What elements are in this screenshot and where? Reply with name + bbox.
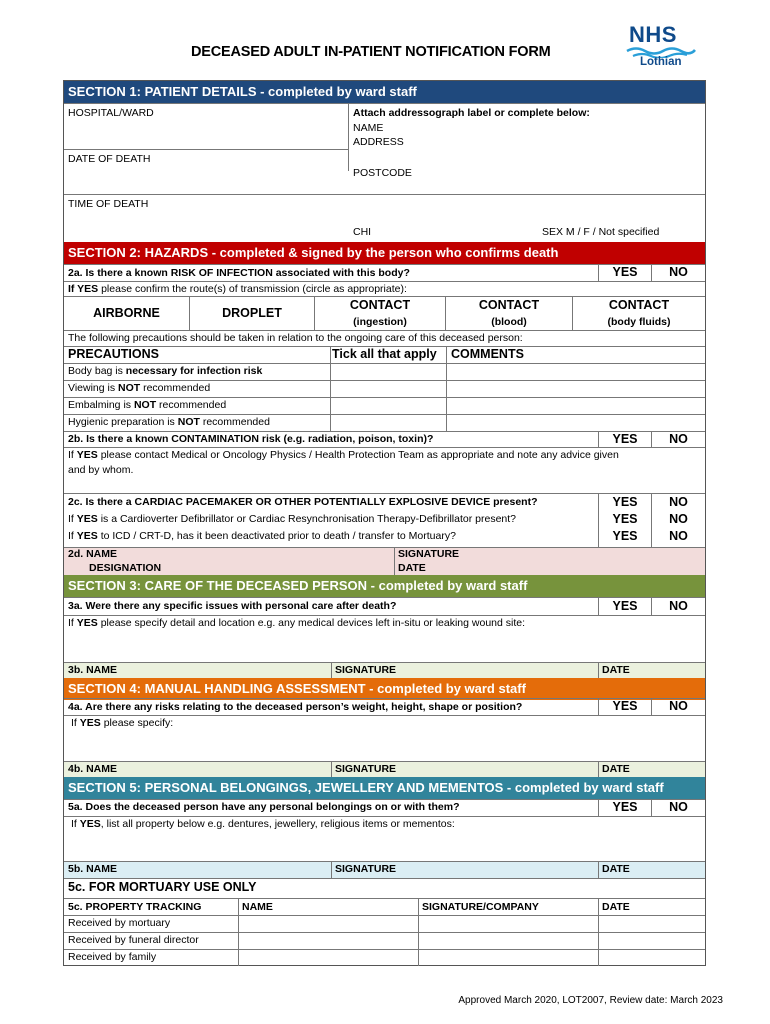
precaution-viewing: Viewing is NOT recommended [68, 382, 211, 394]
notification-form [63, 80, 706, 966]
precaution-embalming: Embalming is NOT recommended [68, 399, 227, 411]
contamination-note-line2: and by whom. [68, 464, 134, 476]
name-field-label[interactable]: NAME [353, 122, 384, 134]
2d-name-field[interactable]: 2d. NAME [68, 548, 118, 560]
2d-signature-field[interactable]: SIGNATURE [398, 548, 460, 560]
route-airborne[interactable]: AIRBORNE [93, 306, 160, 320]
3a-no-option[interactable]: NO [669, 599, 688, 613]
5b-signature-field[interactable]: SIGNATURE [335, 863, 397, 875]
postcode-field-label[interactable]: POSTCODE [353, 167, 412, 179]
question-5a: 5a. Does the deceased person have any personal belongings on or with them? [68, 801, 460, 813]
2a-no-option[interactable]: NO [669, 265, 688, 279]
route-body-fluids-label: (body fluids) [607, 316, 671, 328]
cardiac-device-question: If YES is a Cardioverter Defibrillator or Cardiac Resynchronisation Therapy-Defibrillator present? [68, 513, 517, 525]
mortuary-use-heading: 5c. FOR MORTUARY USE ONLY [68, 880, 257, 894]
4a-yes-option[interactable]: YES [612, 699, 638, 713]
5a-yes-option[interactable]: YES [612, 800, 638, 814]
2c-no-option[interactable]: NO [669, 495, 688, 509]
time-of-death-field[interactable]: TIME OF DEATH [68, 198, 149, 210]
section-2-header: SECTION 2: HAZARDS - completed & signed by the person who confirms death [64, 242, 705, 264]
precautions-note: The following precautions should be taken in relation to the ongoing care of this deceased person: [68, 332, 523, 344]
route-contact-ingestion[interactable]: CONTACT [349, 298, 411, 312]
tracking-date-header: DATE [602, 901, 630, 913]
nhs-lothian-logo [625, 22, 697, 72]
page-title: DECEASED ADULT IN-PATIENT NOTIFICATION FORM [191, 44, 551, 60]
3b-date-field[interactable]: DATE [602, 664, 630, 676]
question-2c: 2c. Is there a CARDIAC PACEMAKER OR OTHER POTENTIALLY EXPLOSIVE DEVICE present? [68, 496, 538, 508]
4b-date-field[interactable]: DATE [602, 763, 630, 775]
question-2b: 2b. Is there a known CONTAMINATION risk (e.g. radiation, poison, toxin)? [68, 433, 434, 445]
deactivation-question: If YES to ICD / CRT-D, has it been deactivated prior to death / transfer to Mortuary? [68, 530, 456, 542]
tracking-row-funeral-director: Received by funeral director [68, 934, 199, 946]
date-of-death-field[interactable]: DATE OF DEATH [68, 153, 151, 165]
precaution-hygienic-prep: Hygienic preparation is NOT recommended [68, 416, 270, 428]
question-4a: 4a. Are there any risks relating to the deceased person’s weight, height, shape or position? [68, 701, 523, 713]
section-4-header: SECTION 4: MANUAL HANDLING ASSESSMENT - completed by ward staff [64, 678, 705, 700]
route-contact-body-fluids[interactable]: CONTACT [608, 298, 670, 312]
5b-date-field[interactable]: DATE [602, 863, 630, 875]
3b-name-field[interactable]: 3b. NAME [68, 664, 118, 676]
route-blood-label: (blood) [491, 316, 527, 328]
2b-no-option[interactable]: NO [669, 432, 688, 446]
tracking-row-family: Received by family [68, 951, 157, 963]
sex-field-label[interactable]: SEX M / F / Not specified [542, 226, 660, 238]
tracking-row-mortuary: Received by mortuary [68, 917, 171, 929]
precaution-body-bag: Body bag is necessary for infection risk [68, 365, 263, 377]
logo-lothian-text: Lothian [640, 56, 682, 68]
property-tracking-header: 5c. PROPERTY TRACKING [68, 901, 202, 913]
care-issues-note: If YES please specify detail and location e.g. any medical devices left in-situ or leaking wound site: [68, 617, 526, 629]
2c-yes-option[interactable]: YES [612, 495, 638, 509]
device-no-option[interactable]: NO [669, 512, 688, 526]
2d-date-field[interactable]: DATE [398, 562, 426, 574]
tick-header: Tick all that apply [332, 347, 437, 361]
address-field-label[interactable]: ADDRESS [353, 136, 404, 148]
5b-name-field[interactable]: 5b. NAME [68, 863, 118, 875]
chi-field-label[interactable]: CHI [353, 226, 372, 238]
device-yes-option[interactable]: YES [612, 512, 638, 526]
precautions-header: PRECAUTIONS [68, 347, 159, 361]
belongings-note: If YES, list all property below e.g. dentures, jewellery, religious items or mementos: [71, 818, 455, 830]
comments-header: COMMENTS [451, 347, 524, 361]
2b-yes-option[interactable]: YES [612, 432, 638, 446]
2d-designation-field[interactable]: DESIGNATION [89, 562, 162, 574]
4b-signature-field[interactable]: SIGNATURE [335, 763, 397, 775]
question-3a: 3a. Were there any specific issues with personal care after death? [68, 600, 397, 612]
tracking-signature-header: SIGNATURE/COMPANY [422, 901, 539, 913]
5a-no-option[interactable]: NO [669, 800, 688, 814]
routes-note: If YES please confirm the route(s) of transmission (circle as appropriate): [68, 283, 407, 295]
route-ingestion-label: (ingestion) [353, 316, 407, 328]
deactivated-yes-option[interactable]: YES [612, 529, 638, 543]
contamination-note-line1: If YES please contact Medical or Oncology Physics / Health Protection Team as appropriate and note any advice given [68, 449, 619, 461]
3b-signature-field[interactable]: SIGNATURE [335, 664, 397, 676]
4a-no-option[interactable]: NO [669, 699, 688, 713]
hospital-ward-label: HOSPITAL/WARD [68, 107, 154, 119]
route-contact-blood[interactable]: CONTACT [478, 298, 540, 312]
manual-handling-note: If YES please specify: [71, 717, 174, 729]
4b-name-field[interactable]: 4b. NAME [68, 763, 118, 775]
3a-yes-option[interactable]: YES [612, 599, 638, 613]
logo-nhs-text: NHS [629, 22, 677, 47]
route-droplet[interactable]: DROPLET [222, 306, 282, 320]
tracking-name-header: NAME [242, 901, 273, 913]
footer-approval-note: Approved March 2020, LOT2007, Review date: March 2023 [458, 995, 723, 1006]
addressograph-label: Attach addressograph label or complete below: [353, 107, 590, 119]
deactivated-no-option[interactable]: NO [669, 529, 688, 543]
section-1-header: SECTION 1: PATIENT DETAILS - completed by ward staff [64, 81, 705, 103]
2a-yes-option[interactable]: YES [612, 265, 638, 279]
section-5-header: SECTION 5: PERSONAL BELONGINGS, JEWELLERY AND MEMENTOS - completed by ward staff [64, 777, 705, 799]
question-2a: 2a. Is there a known RISK OF INFECTION associated with this body? [68, 267, 410, 279]
section-3-header: SECTION 3: CARE OF THE DECEASED PERSON - completed by ward staff [64, 575, 705, 597]
